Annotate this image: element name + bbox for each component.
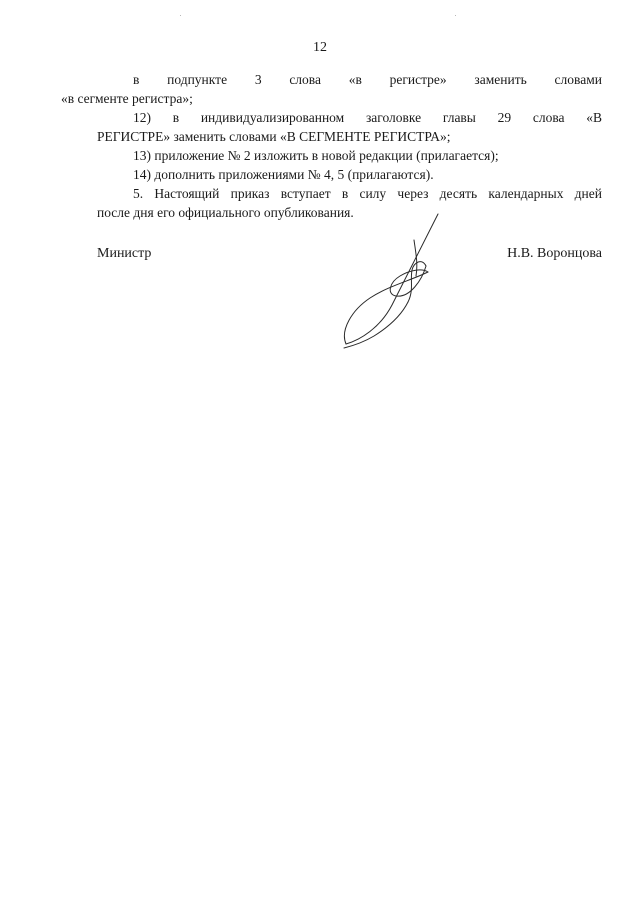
- paragraph-item-12: [97, 108, 602, 146]
- scan-artifact: [180, 15, 181, 16]
- paragraph-item-14: [97, 165, 602, 184]
- paragraph-line: 13) приложение № 2 изложить в новой редакции (прилагается);: [133, 148, 499, 163]
- paragraph-line: РЕГИСТРЕ» заменить словами «В СЕГМЕНТЕ РЕГИСТРА»;: [97, 129, 451, 144]
- signer-title: Министр: [97, 246, 152, 261]
- paragraph-line: 12) в индивидуализированном заголовке главы 29 слова «В: [133, 110, 602, 125]
- paragraph-line: «в сегменте регистра»;: [61, 91, 193, 106]
- signer-name: Н.В. Воронцова: [507, 246, 602, 261]
- paragraph-subparagraph-3: [61, 70, 602, 108]
- page-number: 12: [313, 40, 327, 55]
- paragraph-line: 5. Настоящий приказ вступает в силу через десять календарных дней: [133, 186, 602, 201]
- paragraph-line: после дня его официального опубликования.: [97, 205, 354, 220]
- signature-icon: [330, 210, 450, 350]
- paragraph-line: в подпункте 3 слова «в регистре» заменить словами: [133, 72, 602, 87]
- paragraph-item-13: [97, 146, 602, 165]
- document-body: [61, 70, 602, 222]
- scan-artifact: [455, 15, 456, 16]
- paragraph-line: 14) дополнить приложениями № 4, 5 (прилагаются).: [133, 167, 434, 182]
